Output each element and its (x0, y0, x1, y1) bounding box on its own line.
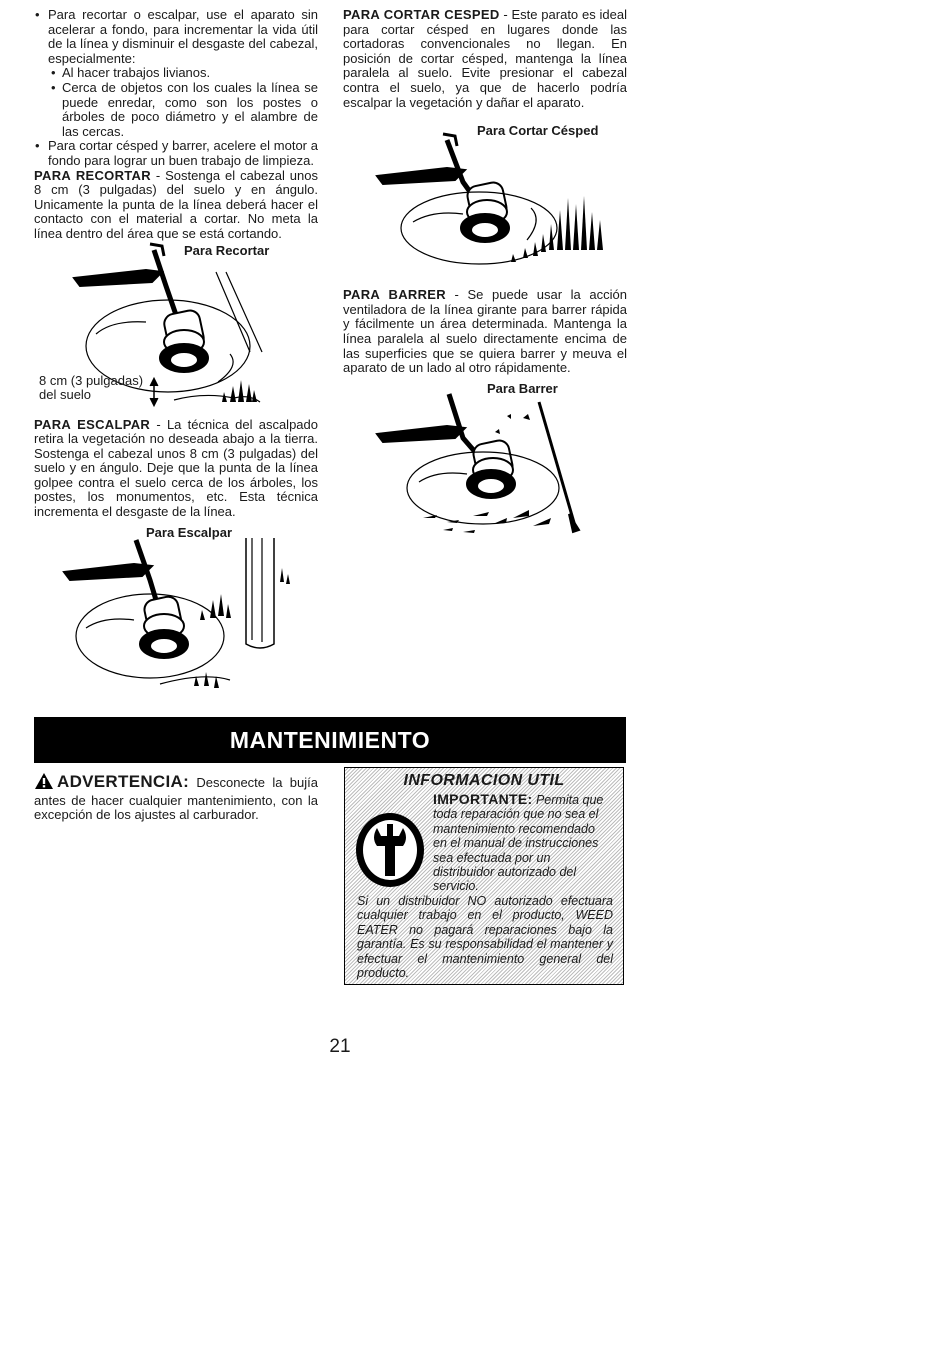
warning-block (34, 772, 318, 823)
info-box-title: INFORMACION UTIL (403, 772, 565, 789)
left-column (34, 8, 318, 696)
escalpar-figure (34, 520, 318, 696)
warning-text: Desconecte la bujía antes de hacer cualquier mantenimiento, con la excepción de los ajustes al carburador. (34, 775, 318, 823)
list-item (48, 8, 318, 139)
barrer-heading: PARA BARRER (343, 287, 446, 303)
info-warranty-text: Si un distribuidor NO autorizado efectuara cualquier trabajo en el producto, WEED EATER no pagará reparaciones bajo la garantía. Es su responsabilidad el mantener y efectuar el mantenimiento general del producto. (357, 894, 613, 981)
info-box (344, 767, 624, 985)
bullet-text: Para recortar o escalpar, use el aparato sin acelerar a fondo, para incrementar la vida útil de la línea y disminuir el desgaste del cabezal, especialmente: (48, 7, 318, 66)
escalpar-text: - La técnica del ascalpado retira la vegetación no deseada abajo a la tierra. Sostenga el cabezal unos 8 cm (3 pulgadas) del suelo y en ángulo. Deje que la punta de la línea golpee contra el suelo cerca de los árboles, los postes, los monumentos, etc. Esta técnica incrementa el desgaste de la línea. (34, 416, 318, 520)
recortar-heading: PARA RECORTAR (34, 167, 151, 183)
recortar-caption: Para Recortar (184, 242, 270, 258)
info-important-block (433, 792, 609, 894)
page-number: 21 (329, 1036, 351, 1057)
recortar-figure (34, 242, 318, 418)
recortar-paragraph (34, 169, 318, 242)
important-text: Permita que toda reparación que no sea el mantenimiento recomendado en el manual de instrucciones sea efectuada por un distribuidor autorizado del servicio. (433, 793, 604, 894)
right-column (343, 8, 627, 556)
barrer-text: - Se puede usar la acción ventiladora de la línea girante para barrer rápida y fácilmente un área determinada. Mantenga la línea paralela al suelo directamente encima de las superficies que se quiera barrer y meuva el aparato de un lado al otro rápidamente. (343, 287, 627, 376)
barrer-paragraph (343, 288, 627, 376)
wrench-emblem-icon (355, 812, 425, 893)
list-item: • Cerca de objetos con los cuales la línea se puede enredar, como son los postes o árboles de poco diámetro y el alambre de las cercas. (62, 81, 318, 139)
list-item: • Al hacer trabajos livianos. (62, 66, 318, 81)
warning-title: ADVERTENCIA: (57, 772, 190, 791)
height-gap-label: 8 cm (3 pulgadas) del suelo (39, 372, 144, 403)
sub-list (48, 66, 318, 139)
warning-triangle-icon (34, 772, 54, 794)
cesped-figure (343, 110, 627, 288)
cesped-paragraph (343, 8, 627, 110)
cesped-caption: Para Cortar Césped (477, 123, 599, 139)
escalpar-caption: Para Escalpar (146, 524, 233, 540)
barrer-figure (343, 376, 627, 556)
escalpar-paragraph (34, 418, 318, 520)
escalpar-heading: PARA ESCALPAR (34, 416, 151, 432)
cesped-heading: PARA CORTAR CESPED (343, 7, 500, 22)
list-item: • Para cortar césped y barrer, acelere el motor a fondo para lograr un buen trabajo de limpieza. (48, 139, 318, 168)
section-title: MANTENIMIENTO (229, 726, 431, 753)
cesped-text: - Este parato es ideal para cortar césped en lugares donde las cortadoras convencionales no llegan. En posición de cortar césped, mantenga la línea paralela al suelo. Evite presionar el cabezal contra el suelo, ya que de hacerlo podría escalpar la vegetación y dañar el aparato. (343, 7, 627, 110)
trimmer-escalpar-illustration (34, 520, 318, 696)
recortar-text: - Sostenga el cabezal unos 8 cm (3 pulgadas) del suelo y en ángulo. Unicamente la punta de la línea deberá hacer el contacto con el material a cortar. No meta la línea dentro del área que se está cortando. (34, 167, 319, 241)
usage-tips-list (34, 8, 318, 169)
trimmer-barrer-illustration (343, 376, 627, 556)
barrer-caption: Para Barrer (487, 380, 558, 396)
important-label: IMPORTANTE: (433, 791, 533, 807)
section-banner (34, 717, 626, 763)
